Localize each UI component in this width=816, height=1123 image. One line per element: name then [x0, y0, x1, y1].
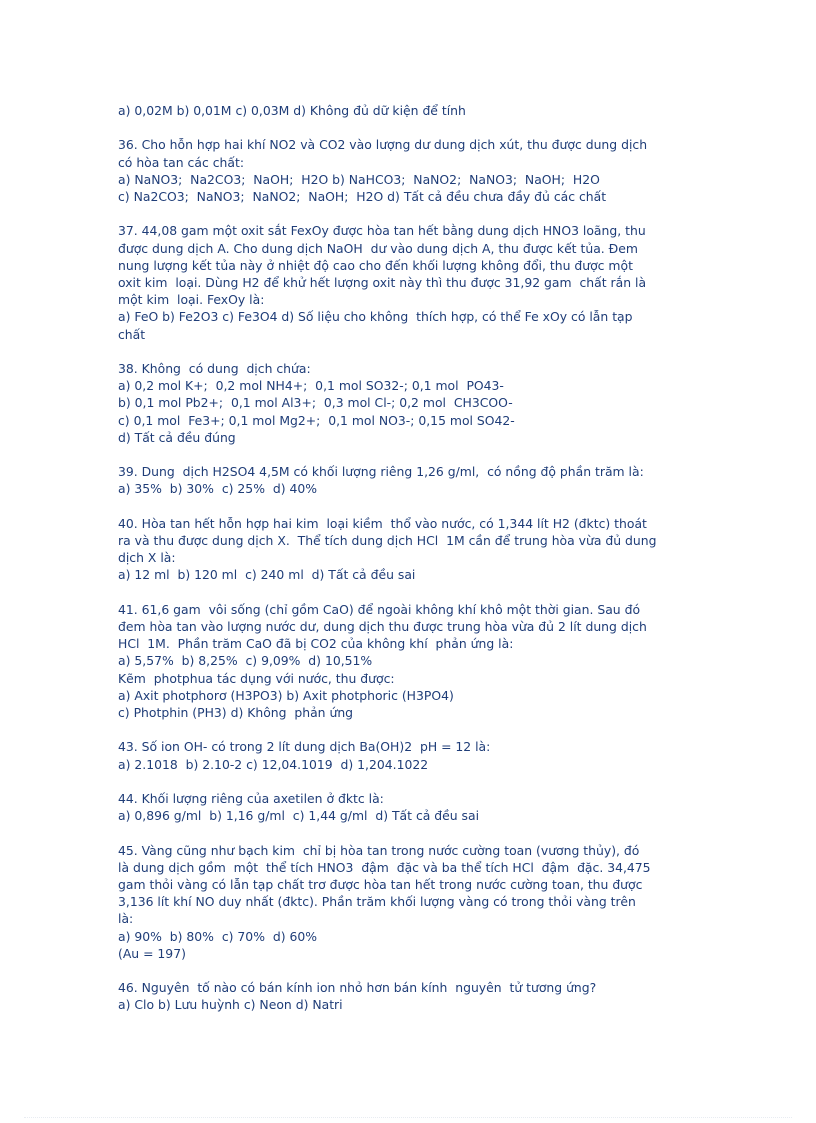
question-block: [118, 222, 708, 342]
text-line: 43. Số ion OH- có trong 2 lít dung dịch Ba(OH)2 pH = 12 là:: [118, 739, 491, 755]
text-line: c) Na2CO3; NaNO3; NaNO2; NaOH; H2O d) Tất cả đều chưa đầy đủ các chất: [118, 189, 607, 204]
text-line: d) Tất cả đều đúng: [118, 429, 236, 445]
text-line: a) 2.1018 b) 2.10-2 c) 12,04.1019 d) 1,204.1022: [118, 756, 429, 772]
question-block: [118, 979, 708, 1013]
text-line: 41. 61,6 gam vôi sống (chỉ gồm CaO) để ngoài không khí khô một thời gian. Sau đó: [118, 601, 641, 617]
text-line: dịch X là:: [118, 550, 176, 566]
text-line: a) 5,57% b) 8,25% c) 9,09% d) 10,51%: [118, 653, 373, 669]
question-block: [118, 463, 708, 497]
text-line: a) 0,02M b) 0,01M c) 0,03M d) Không đủ dữ kiện để tính: [118, 103, 466, 118]
text-line: 45. Vàng cũng như bạch kim chỉ bị hòa tan trong nước cường toan (vương thủy), đó: [118, 842, 640, 858]
text-line: (Au = 197): [118, 945, 186, 961]
text-line: a) 90% b) 80% c) 70% d) 60%: [118, 928, 318, 944]
text-line: a) 0,2 mol K+; 0,2 mol NH4+; 0,1 mol SO32-; 0,1 mol PO43-: [118, 378, 504, 394]
text-line: 40. Hòa tan hết hỗn hợp hai kim loại kiềm thổ vào nước, có 1,344 lít H2 (đktc) thoát: [118, 515, 647, 531]
question-block: [118, 790, 708, 824]
question-block: [118, 738, 708, 772]
text-line: a) Clo b) Lưu huỳnh c) Neon d) Natri: [118, 997, 343, 1013]
text-line: 38. Không có dung dịch chứa:: [118, 361, 311, 376]
text-line: oxit kim loại. Dùng H2 để khử hết lượng oxit này thì thu được 31,92 gam chất rắn là: [118, 275, 647, 290]
text-line: gam thỏi vàng có lẫn tạp chất trơ được hòa tan hết trong nước cường toan, thu được: [118, 877, 643, 892]
text-line: Kẽm photphua tác dụng với nước, thu được:: [118, 670, 395, 686]
text-line: a) FeO b) Fe2O3 c) Fe3O4 d) Số liệu cho không thích hợp, có thể Fe xOy có lẫn tạp: [118, 309, 633, 325]
text-line: có hòa tan các chất:: [118, 154, 244, 170]
answer-options-block: [118, 102, 708, 119]
text-line: c) Photphin (PH3) d) Không phản ứng: [118, 705, 354, 721]
question-block: [118, 136, 708, 205]
text-line: 39. Dung dịch H2SO4 4,5M có khối lượng riêng 1,26 g/ml, có nồng độ phần trăm là:: [118, 464, 644, 480]
text-line: a) Axit photphorơ (H3PO3) b) Axit photphoric (H3PO4): [118, 687, 454, 703]
question-block: [118, 601, 708, 721]
text-line: đem hòa tan vào lượng nước dư, dung dịch thu được trung hòa vừa đủ 2 lít dung dịch: [118, 619, 647, 634]
text-line: a) 0,896 g/ml b) 1,16 g/ml c) 1,44 g/ml d) Tất cả đều sai: [118, 808, 480, 824]
document-body: [118, 102, 708, 1031]
text-line: là dung dịch gồm một thể tích HNO3 đậm đặc và ba thể tích HCl đậm đặc. 34,475: [118, 859, 651, 875]
text-line: là:: [118, 911, 134, 927]
question-block: [118, 842, 708, 962]
page-bottom-rule: [24, 1117, 792, 1118]
question-block: [118, 360, 708, 446]
text-line: HCl 1M. Phần trăm CaO đã bị CO2 của không khí phản ứng là:: [118, 636, 514, 652]
text-line: c) 0,1 mol Fe3+; 0,1 mol Mg2+; 0,1 mol NO3-; 0,15 mol SO42-: [118, 412, 515, 428]
text-line: a) 35% b) 30% c) 25% d) 40%: [118, 481, 318, 497]
text-line: 36. Cho hỗn hợp hai khí NO2 và CO2 vào lượng dư dung dịch xút, thu được dung dịch: [118, 137, 648, 153]
text-line: ra và thu được dung dịch X. Thể tích dung dịch HCl 1M cần để trung hòa vừa đủ dung: [118, 533, 657, 548]
text-line: 37. 44,08 gam một oxit sắt FexOy được hòa tan hết bằng dung dịch HNO3 loãng, thu: [118, 223, 646, 239]
text-line: 3,136 lít khí NO duy nhất (đktc). Phần trăm khối lượng vàng có trong thỏi vàng trên: [118, 894, 636, 910]
text-line: được dung dịch A. Cho dung dịch NaOH dư vào dung dịch A, thu được kết tủa. Đem: [118, 240, 638, 256]
text-line: b) 0,1 mol Pb2+; 0,1 mol Al3+; 0,3 mol Cl-; 0,2 mol CH3COO-: [118, 395, 513, 411]
question-block: [118, 515, 708, 584]
text-line: một kim loại. FexOy là:: [118, 292, 265, 308]
text-line: a) 12 ml b) 120 ml c) 240 ml d) Tất cả đều sai: [118, 567, 416, 583]
text-line: 44. Khối lượng riêng của axetilen ở đktc là:: [118, 791, 384, 806]
text-line: a) NaNO3; Na2CO3; NaOH; H2O b) NaHCO3; NaNO2; NaNO3; NaOH; H2O: [118, 171, 600, 187]
text-line: nung lượng kết tủa này ở nhiệt độ cao cho đến khối lượng không đổi, thu được một: [118, 257, 633, 273]
text-line: chất: [118, 326, 146, 342]
text-line: 46. Nguyên tố nào có bán kính ion nhỏ hơn bán kính nguyên tử tương ứng?: [118, 980, 597, 996]
